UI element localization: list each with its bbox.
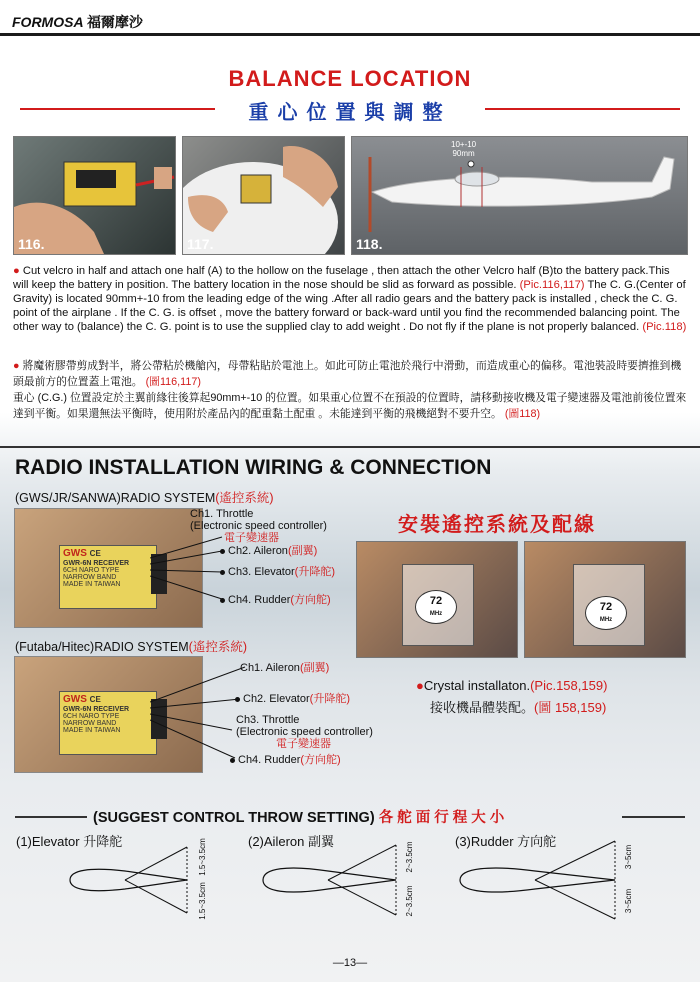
system2-ch1: Ch1. Aileron(副翼) [240,662,330,674]
system1-ch2: Ch2. Aileron(副翼) [220,545,317,557]
system2-ch4: Ch4. Rudder(方向舵) [230,754,341,766]
brand-en: FORMOSA [12,14,84,30]
svg-text:1.5~3.5cm: 1.5~3.5cm [198,838,207,876]
crystal-note-cn: 接收機晶體裝配。(圖 158,159) [430,700,607,715]
balance-text-en [13,264,688,334]
svg-text:3~5cm: 3~5cm [624,888,633,914]
bullet-dot: ● [13,360,20,372]
system2-label: (Futaba/Hitec)RADIO SYSTEM [15,640,189,654]
system1-cn: (遙控系統) [215,491,274,505]
photo-caption: 117. [187,236,214,252]
brand-cn: 福爾摩沙 [86,14,143,30]
balance-en-ref1: (Pic.116,117) [519,279,585,291]
balance-en-part2: The C. G.(Center of Gravity) is located 90mm+-10 from the leading edge of the wing .After all radio gears and the battery pack is installed , check the C. G. point of the airplane . If the C. G. is offset , move the battery forward or back-ward until you find the recommended balancing point. The other way to (balance) the C. G. point is to use the supplied clay to add weight . Do not fly if the plane is not properly balanced. [13,279,686,333]
svg-text:1.5~3.5cm: 1.5~3.5cm [198,882,207,920]
system1-ch3: Ch3. Elevator(升降舵) [220,566,335,578]
svg-text:2~3.5cm: 2~3.5cm [405,885,414,917]
throw-aileron-title: (2)Aileron 副翼 [248,834,334,849]
balance-title-cn: 重心位置與調整 [248,102,452,124]
receiver-card: GWS CE GWR-6N RECEIVER 6CH NARO TYPE NARROW BAND MADE IN TAIWAN [59,691,157,755]
cg-measure-unit: 90mm [452,149,475,158]
throw-rule-left [15,816,87,818]
throw-rudder-title: (3)Rudder 方向舵 [455,834,557,849]
photo-caption: 118. [356,236,383,252]
system1-label: (GWS/JR/SANWA)RADIO SYSTEM [15,491,216,505]
system1-ch1: Ch1. Throttle (Electronic speed controller) 電子變速器 [190,508,327,544]
photo-117 [182,136,345,255]
header-rule [0,33,700,36]
section-divider [0,446,700,448]
cg-measure: 10+-10 [451,140,477,149]
balance-cn-part2: 重心 (C.G.) 位置設定於主翼前緣往後算起90mm+-10 的位置。如果重心位置不在預設的位置時，請移動接收機及電子變速器及電池前後位置來達到平衡。如果還無法平衡時，使用附於產品內的配重黏土配重 。未能達到平衡的飛機絕對不要升空。 [13,392,687,420]
balance-title-en: BALANCE LOCATION [228,66,472,91]
system1-heading [15,488,274,506]
system2-ch2: Ch2. Elevator(升降舵) [235,693,350,705]
system2-cn: (遙控系統) [188,640,247,654]
svg-text:2~3.5cm: 2~3.5cm [405,841,414,873]
receiver-card: GWS CE GWR-6N RECEIVER 6CH NARO TYPE NARROW BAND MADE IN TAIWAN [59,545,157,609]
balance-cn-ref1: (圖116,117) [145,376,201,388]
rudder-throw-diagram [455,835,645,925]
balance-text-cn [13,358,688,422]
aileron-throw-diagram [258,835,428,925]
bullet-dot: ● [13,265,20,277]
svg-text:3~5cm: 3~5cm [624,844,633,870]
crystal-photo-158: 72 MHz [356,541,518,658]
elevator-throw-diagram [65,835,225,925]
photo-118 [351,136,688,255]
balance-cn-ref2: (圖118) [504,408,541,420]
radio-section-title: RADIO INSTALLATION WIRING & CONNECTION [15,456,492,479]
page-number: —13— [332,957,368,969]
balance-en-part1: Cut velcro in half and attach one half (A) to the hollow on the fuselage , then attach the other Velcro half (B)to the battery pack.This will keep the battery in position. The battery location in the nose should be slid as forward as possible. [13,265,670,291]
crystal-photo-159: 72 MHz [524,541,686,658]
system2-heading [15,637,247,655]
throw-rule-right [622,816,685,818]
balance-cn-part1: 將魔術膠帶剪成對半，將公帶粘於機艙內，母帶粘貼於電池上。如此可防止電池於飛行中滑動，而造成重心的偏移。電池裝設時要擠推到機頭最前方的位置蓋上電池。 [13,360,682,388]
throw-title: (SUGGEST CONTROL THROW SETTING) 各舵面行程大小 [93,810,509,826]
photo-116 [13,136,176,255]
system2-ch3: Ch3. Throttle (Electronic speed controller) 電子變速器 [236,714,373,750]
system1-ch4: Ch4. Rudder(方向舵) [220,594,331,606]
brand-header [12,12,143,32]
crystal-note-en: ●Crystal installaton.(Pic.158,159) [416,678,608,693]
balance-en-ref2: (Pic.118) [642,321,687,333]
throw-elevator-title: (1)Elevator 升降舵 [16,834,123,849]
photo-caption: 116. [18,236,45,252]
install-title-cn: 安裝遙控系統及配線 [398,514,596,536]
